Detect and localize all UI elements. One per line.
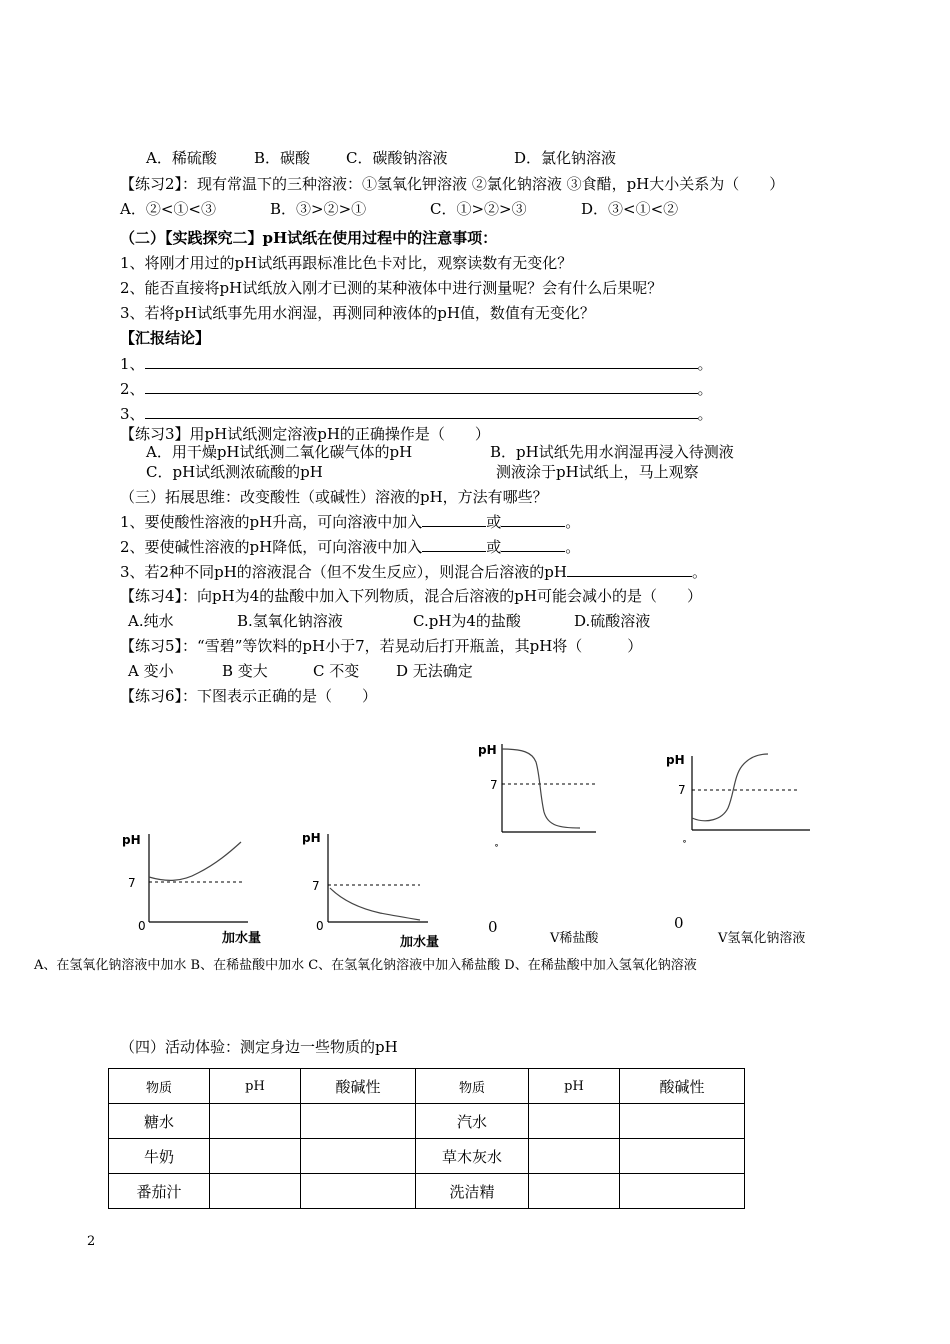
graph-c-x-label: V稀盐酸 [550, 931, 599, 946]
q1-option-a: A．稀硫酸 [146, 149, 217, 167]
graph-a-x-label: 加水量 [222, 931, 262, 946]
section3-question-2-end: 。 [565, 538, 581, 556]
table-cell-acidity-input[interactable] [620, 1139, 745, 1174]
graph-c-zero: 0 [488, 918, 498, 936]
ex5-stem: 【练习5】：“雪碧”等饮料的pH小于7，若晃动后打开瓶盖，其pH将（ ） [120, 637, 643, 655]
graph-d-origin-mark: ˳ [682, 832, 687, 843]
ex2-stem: 【练习2】：现有常温下的三种溶液：①氢氧化钾溶液 ②氯化钠溶液 ③食醋，pH大小关系为（ ） [120, 175, 785, 193]
section2-question-1: 1、将刚才用过的pH试纸再跟标准比色卡对比，观察读数有无变化？ [120, 254, 573, 272]
graph-c-seven-label: 7 [490, 778, 498, 792]
table-header-ph-1: pH [210, 1069, 301, 1104]
table-header-ph-2: pH [529, 1069, 620, 1104]
graph-a-ph-label: pH [122, 833, 141, 847]
section3-question-1-or: 或 [486, 513, 502, 531]
ex3-option-b: B．pH试纸先用水润湿再浸入待测液 [490, 443, 734, 461]
section3-title: （三）拓展思维：改变酸性（或碱性）溶液的pH，方法有哪些？ [120, 488, 548, 506]
section3-question-2[interactable] [120, 537, 580, 557]
table-cell-ph-input[interactable] [210, 1104, 301, 1139]
table-cell-ph-input[interactable] [529, 1139, 620, 1174]
table-cell-ph-input[interactable] [210, 1174, 301, 1209]
report-line-2-blank[interactable] [145, 379, 698, 394]
section3-question-2-blank-a[interactable] [422, 537, 486, 552]
report-line-1-number: 1、 [120, 355, 145, 373]
table-cell-acidity-input[interactable] [620, 1104, 745, 1139]
graph-d-x-label: V氢氧化钠溶液 [718, 931, 806, 946]
report-line-2-number: 2、 [120, 380, 145, 398]
table-cell-substance: 牛奶 [109, 1139, 210, 1174]
graph-d-seven-label: 7 [678, 783, 686, 797]
graph-c [474, 736, 604, 846]
table-row [109, 1139, 745, 1174]
section2-question-2: 2、能否直接将pH试纸放入刚才已测的某种液体中进行测量呢？会有什么后果呢？ [120, 279, 663, 297]
table-cell-ph-input[interactable] [210, 1139, 301, 1174]
ex4-option-d: D.硫酸溶液 [574, 612, 651, 630]
report-line-1-blank[interactable] [145, 354, 698, 369]
table-header-row [109, 1069, 745, 1104]
graph-b [300, 826, 450, 950]
table-header-substance-2: 物质 [416, 1069, 529, 1104]
ex2-option-c: C．①>②>③ [430, 200, 527, 218]
graph-c-curve [502, 749, 580, 828]
report-line-3[interactable] [120, 404, 713, 424]
graph-b-curve [330, 888, 420, 920]
report-line-2-end: 。 [697, 380, 713, 398]
ex3-option-c: C．pH试纸测浓硫酸的pH [146, 463, 323, 481]
graph-a-seven-label: 7 [128, 876, 136, 890]
section2-question-3: 3、若将pH试纸事先用水润湿，再测同种液体的pH值，数值有无变化？ [120, 304, 595, 322]
table-cell-acidity-input[interactable] [301, 1174, 416, 1209]
table-cell-acidity-input[interactable] [301, 1104, 416, 1139]
graph-d-ph-label: pH [666, 753, 685, 767]
graph-a [118, 826, 262, 946]
ex5-option-b: B 变大 [222, 662, 268, 680]
q1-option-d: D．氯化钠溶液 [514, 149, 617, 167]
report-line-3-number: 3、 [120, 405, 145, 423]
graph-b-origin-label: 0 [316, 919, 324, 933]
report-line-1-end: 。 [697, 355, 713, 373]
table-header-substance-1: 物质 [109, 1069, 210, 1104]
table-cell-substance: 草木灰水 [416, 1139, 529, 1174]
ex3-stem: 【练习3】用pH试纸测定溶液pH的正确操作是（ ） [120, 425, 490, 443]
ex4-option-b: B.氢氧化钠溶液 [237, 612, 343, 630]
report-line-1[interactable] [120, 354, 713, 374]
table-cell-acidity-input[interactable] [301, 1139, 416, 1174]
graph-a-origin-label: 0 [138, 919, 146, 933]
graph-d-zero: 0 [674, 914, 684, 932]
table-cell-substance: 汽水 [416, 1104, 529, 1139]
table-row [109, 1174, 745, 1209]
graph-captions: A、在氢氧化钠溶液中加水 B、在稀盐酸中加水 C、在氢氧化钠溶液中加入稀盐酸 D、在稀盐酸中加入氢氧化钠溶液 [34, 958, 697, 973]
section3-question-1[interactable] [120, 512, 580, 532]
report-line-3-end: 。 [697, 405, 713, 423]
graph-c-origin-mark: ˳ [494, 836, 499, 847]
graph-b-seven-label: 7 [312, 879, 320, 893]
ex2-option-d: D．③<①<② [581, 200, 679, 218]
section3-question-2-blank-b[interactable] [501, 537, 565, 552]
q1-option-b: B．碳酸 [254, 149, 311, 167]
graph-b-ph-label: pH [302, 831, 321, 845]
ex5-option-c: C 不变 [313, 662, 360, 680]
section3-question-1-text: 1、要使酸性溶液的pH升高，可向溶液中加入 [120, 513, 423, 531]
table-cell-substance: 洗洁精 [416, 1174, 529, 1209]
section3-question-2-or: 或 [486, 538, 502, 556]
section3-question-1-end: 。 [565, 513, 581, 531]
section3-question-3-end: 。 [691, 563, 707, 581]
section3-question-1-blank-a[interactable] [422, 512, 486, 527]
graph-c-ph-label: pH [478, 743, 497, 757]
table-cell-ph-input[interactable] [529, 1104, 620, 1139]
section3-question-3[interactable] [120, 562, 707, 582]
ex3-option-d: 测液涂于pH试纸上，马上观察 [496, 463, 699, 481]
ex5-option-a: A 变小 [128, 662, 174, 680]
q1-option-c: C．碳酸钠溶液 [346, 149, 448, 167]
ex4-option-c: C.pH为4的盐酸 [413, 612, 521, 630]
ex6-stem: 【练习6】：下图表示正确的是（ ） [120, 687, 378, 705]
table-cell-ph-input[interactable] [529, 1174, 620, 1209]
ex2-option-b: B．③>②>① [270, 200, 367, 218]
section2-title: （二）【实践探究二】pH试纸在使用过程中的注意事项： [120, 229, 498, 247]
section3-question-3-text: 3、若2种不同pH的溶液混合（但不发生反应），则混合后溶液的pH [120, 563, 567, 581]
ph-measurement-table [108, 1068, 745, 1209]
ex4-option-a: A.纯水 [128, 612, 174, 630]
ex5-option-d: D 无法确定 [396, 662, 473, 680]
table-cell-substance: 番茄汁 [109, 1174, 210, 1209]
report-line-2[interactable] [120, 379, 713, 399]
report-line-3-blank[interactable] [145, 404, 698, 419]
table-cell-substance: 糖水 [109, 1104, 210, 1139]
report-heading: 【汇报结论】 [120, 329, 211, 347]
graph-a-curve [149, 842, 241, 880]
graph-d [664, 746, 814, 842]
table-row [109, 1104, 745, 1139]
ex3-option-a: A．用干燥pH试纸测二氧化碳气体的pH [146, 443, 413, 461]
graph-d-curve [692, 754, 768, 821]
table-cell-acidity-input[interactable] [620, 1174, 745, 1209]
ex2-option-a: A．②<①<③ [120, 200, 216, 218]
graph-b-x-label: 加水量 [400, 935, 440, 950]
ex4-stem: 【练习4】：向pH为4的盐酸中加入下列物质，混合后溶液的pH可能会减小的是（ ） [120, 587, 702, 605]
section4-title: （四）活动体验：测定身边一些物质的pH [120, 1038, 398, 1056]
table-header-acidity-2: 酸碱性 [620, 1069, 745, 1104]
table-header-acidity-1: 酸碱性 [301, 1069, 416, 1104]
section3-question-2-text: 2、要使碱性溶液的pH降低，可向溶液中加入 [120, 538, 423, 556]
page-number: 2 [87, 1234, 96, 1249]
section3-question-3-blank[interactable] [567, 562, 692, 577]
section3-question-1-blank-b[interactable] [501, 512, 565, 527]
